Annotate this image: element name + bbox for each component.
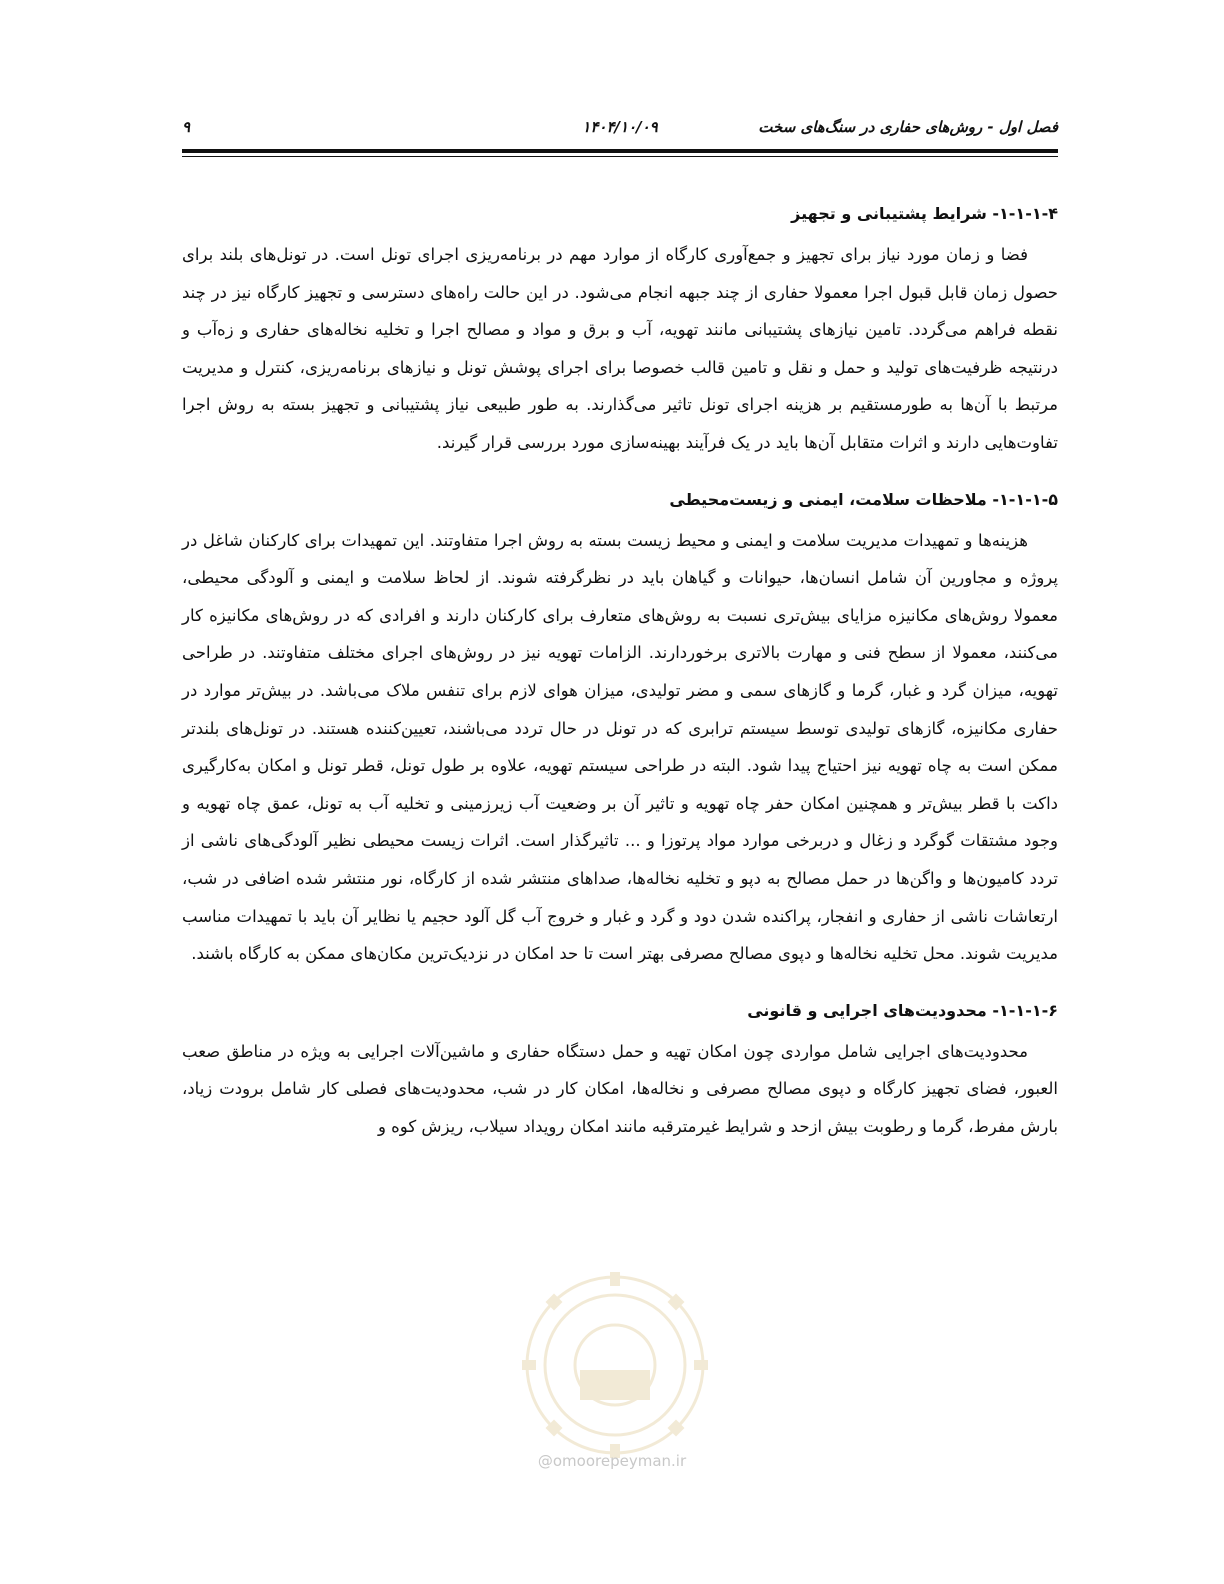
section-paragraph: محدودیت‌های اجرایی شامل مواردی چون امکان تهیه و حمل دستگاه حفاری و ماشین‌آلات اجرایی به ویژه در مناطق صعب العبور، فضای تجهیز کارگاه و دپوی مصالح مصرفی و نخاله‌ها، امکان کار در شب، محدودیت‌های فصلی کار شامل برودت زیاد، بارش مفرط، گرما و رطوبت بیش ازحد و شرایط غیرمترقبه مانند امکان رویداد سیلاب، ریزش کوه و [182, 1041, 1058, 1136]
watermark-logo [520, 1270, 710, 1460]
running-header [182, 118, 1058, 144]
chapter-title: فصل اول - روش‌های حفاری در سنگ‌های سخت [758, 118, 1058, 136]
header-rule-thick [182, 149, 1058, 153]
section-heading: ۱-۱-۱-۵- ملاحظات سلامت، ایمنی و زیست‌محیطی [669, 489, 1058, 509]
header-rule-thin [182, 156, 1058, 157]
header-date: ۱۴۰۴/۱۰/۰۹ [582, 118, 658, 136]
body-content [182, 196, 1058, 1165]
section-executive-legal-limits [182, 993, 1058, 1146]
section-health-safety-environment [182, 482, 1058, 973]
section-heading: ۱-۱-۱-۶- محدودیت‌های اجرایی و قانونی [747, 1000, 1058, 1020]
section-support-and-equipment [182, 196, 1058, 462]
watermark-url: @omoorepeyman.ir [537, 1452, 687, 1470]
section-heading: ۱-۱-۱-۴- شرایط پشتیبانی و تجهیز [791, 204, 1058, 223]
page-number: ۹ [182, 118, 191, 136]
section-paragraph: فضا و زمان مورد نیاز برای تجهیز و جمع‌آوری کارگاه از موارد مهم در برنامه‌ریزی اجرای تونل است. در تونل‌های بلند برای حصول زمان قابل قبول اجرا معمولا حفاری از چند جبهه انجام می‌شود. در این حالت راه‌های دسترسی و تجهیز کارگاه نیز در چند نقطه فراهم می‌گردد. تامین نیازهای پشتیبانی مانند تهویه، آب و برق و مواد و مصالح اجرا و تخلیه نخاله‌های حفاری و زه‌آب و درنتیجه ظرفیت‌های تولید و حمل و نقل و تامین قالب خصوصا برای اجرای پوشش تونل و نیازهای برنامه‌ریزی، کنترل و مدیریت مرتبط با آن‌ها به طورمستقیم بر هزینه اجرای تونل تاثیر می‌گذارند. به طور طبیعی نیاز پشتیبانی و تجهیز بسته به روش اجرا تفاوت‌هایی دارند و اثرات متقابل آن‌ها باید در یک فرآیند بهینه‌سازی مورد بررسی قرار گیرند. [182, 245, 1058, 452]
section-paragraph: هزینه‌ها و تمهیدات مدیریت سلامت و ایمنی و محیط زیست بسته به روش اجرا متفاوتند. این تمهیدات برای کارکنان شاغل در پروژه و مجاورین آن شامل انسان‌ها، حیوانات و گیاهان باید در نظرگرفته شوند. از لحاظ سلامت و ایمنی و آلودگی محیطی، معمولا روش‌های مکانیزه مزایای بیش‌تری نسبت به روش‌های متعارف برای کارکنان دارند و افرادی که در روش‌های مکانیزه کار می‌کنند، معمولا از سطح فنی و مهارت بالاتری برخوردارند. الزامات تهویه نیز در روش‌های اجرای مختلف متفاوتند. در طراحی تهویه، میزان گرد و غبار، گرما و گازهای سمی و مضر تولیدی، میزان هوای لازم برای تنفس ملاک می‌باشد. در بیش‌تر موارد در حفاری مکانیزه، گازهای تولیدی توسط سیستم ترابری که در تونل در حال تردد می‌باشند، تعیین‌کننده هستند. در تونل‌های بلندتر ممکن است به چاه تهویه نیز احتیاج پیدا شود. البته در طراحی سیستم تهویه، علاوه بر طول تونل، قطر تونل و امکان به‌کارگیری داکت با قطر بیش‌تر و همچنین امکان حفر چاه تهویه و تاثیر آن بر وضعیت آب زیرزمینی و تخلیه آب به تونل، عمق چاه تهویه و وجود مشتقات گوگرد و زغال و دربرخی موارد مواد پرتوزا و ... تاثیرگذار است. اثرات زیست محیطی نظیر آلودگی‌های ناشی از تردد کامیون‌ها و واگن‌ها در حمل مصالح به دپو و تخلیه نخاله‌ها، صداهای منتشر شده از کارگاه، نور منتشر شده اضافی در شب، ارتعاشات ناشی از حفاری و انفجار، پراکنده شدن دود و گرد و غبار و خروج آب گل آلود حجیم یا نظایر آن باید با تمهیدات مناسب مدیریت شوند. محل تخلیه نخاله‌ها و دپوی مصالح مصرفی بهتر است تا حد امکان در نزدیک‌ترین مکان‌های ممکن به کارگاه باشند. [182, 530, 1058, 964]
